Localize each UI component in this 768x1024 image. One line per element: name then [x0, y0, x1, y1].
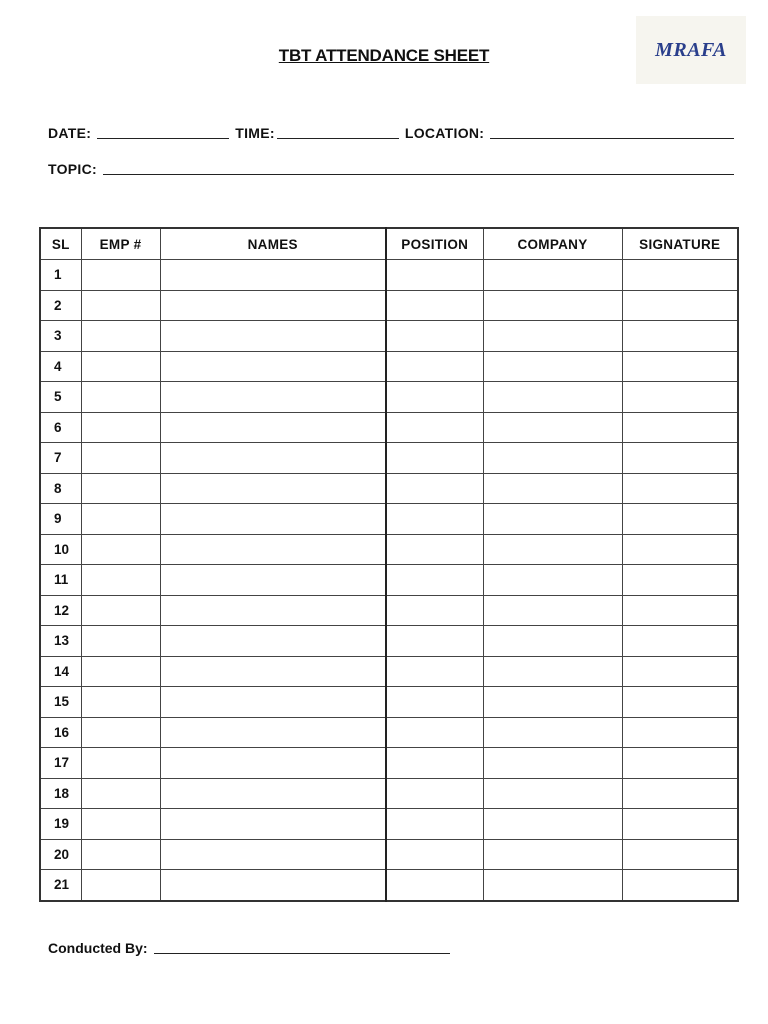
emp-number-cell[interactable] — [81, 382, 160, 413]
position-cell[interactable] — [386, 534, 483, 565]
signature-cell[interactable] — [622, 534, 738, 565]
time-label: TIME: — [235, 125, 275, 141]
position-cell[interactable] — [386, 626, 483, 657]
company-cell[interactable] — [483, 748, 622, 779]
header-company: COMPANY — [483, 228, 622, 260]
header-position: POSITION — [386, 228, 483, 260]
signature-cell[interactable] — [622, 748, 738, 779]
signature-cell[interactable] — [622, 473, 738, 504]
name-cell[interactable] — [160, 717, 386, 748]
signature-cell[interactable] — [622, 717, 738, 748]
company-cell[interactable] — [483, 412, 622, 443]
position-cell[interactable] — [386, 382, 483, 413]
emp-number-cell[interactable] — [81, 260, 160, 291]
emp-number-cell[interactable] — [81, 534, 160, 565]
company-cell[interactable] — [483, 809, 622, 840]
topic-row — [48, 160, 734, 177]
sl-cell: 6 — [40, 412, 81, 443]
signature-cell[interactable] — [622, 656, 738, 687]
name-cell[interactable] — [160, 534, 386, 565]
name-cell[interactable] — [160, 473, 386, 504]
emp-number-cell[interactable] — [81, 504, 160, 535]
emp-number-cell[interactable] — [81, 656, 160, 687]
name-cell[interactable] — [160, 290, 386, 321]
position-cell[interactable] — [386, 504, 483, 535]
signature-cell[interactable] — [622, 504, 738, 535]
emp-number-cell[interactable] — [81, 748, 160, 779]
table-row — [40, 504, 738, 535]
emp-number-cell[interactable] — [81, 290, 160, 321]
emp-number-cell[interactable] — [81, 778, 160, 809]
table-row — [40, 626, 738, 657]
table-row — [40, 870, 738, 901]
name-cell[interactable] — [160, 382, 386, 413]
table-row — [40, 839, 738, 870]
sl-cell: 16 — [40, 717, 81, 748]
emp-number-cell[interactable] — [81, 473, 160, 504]
company-cell[interactable] — [483, 443, 622, 474]
name-cell[interactable] — [160, 870, 386, 901]
signature-cell[interactable] — [622, 565, 738, 596]
company-cell[interactable] — [483, 626, 622, 657]
table-row — [40, 595, 738, 626]
sl-cell: 20 — [40, 839, 81, 870]
signature-cell[interactable] — [622, 290, 738, 321]
position-cell[interactable] — [386, 656, 483, 687]
emp-number-cell[interactable] — [81, 687, 160, 718]
position-cell[interactable] — [386, 870, 483, 901]
company-cell[interactable] — [483, 473, 622, 504]
signature-cell[interactable] — [622, 870, 738, 901]
table-row — [40, 748, 738, 779]
company-cell[interactable] — [483, 504, 622, 535]
location-field[interactable] — [490, 124, 734, 139]
location-label: LOCATION: — [404, 125, 485, 141]
sl-cell: 17 — [40, 748, 81, 779]
company-cell[interactable] — [483, 534, 622, 565]
sl-cell: 9 — [40, 504, 81, 535]
sl-cell: 19 — [40, 809, 81, 840]
emp-number-cell[interactable] — [81, 717, 160, 748]
position-cell[interactable] — [386, 473, 483, 504]
position-cell[interactable] — [386, 351, 483, 382]
signature-cell[interactable] — [622, 839, 738, 870]
sl-cell: 14 — [40, 656, 81, 687]
signature-cell[interactable] — [622, 382, 738, 413]
name-cell[interactable] — [160, 656, 386, 687]
header-names: NAMES — [160, 228, 386, 260]
emp-number-cell[interactable] — [81, 595, 160, 626]
table-row — [40, 778, 738, 809]
name-cell[interactable] — [160, 351, 386, 382]
name-cell[interactable] — [160, 626, 386, 657]
name-cell[interactable] — [160, 839, 386, 870]
table-row — [40, 260, 738, 291]
date-label: DATE: — [48, 125, 92, 141]
sl-cell: 4 — [40, 351, 81, 382]
sl-cell: 8 — [40, 473, 81, 504]
emp-number-cell[interactable] — [81, 565, 160, 596]
sl-cell: 12 — [40, 595, 81, 626]
sl-cell: 13 — [40, 626, 81, 657]
position-cell[interactable] — [386, 748, 483, 779]
signature-cell[interactable] — [622, 595, 738, 626]
name-cell[interactable] — [160, 748, 386, 779]
table-row — [40, 717, 738, 748]
name-cell[interactable] — [160, 443, 386, 474]
signature-cell[interactable] — [622, 443, 738, 474]
logo-text: MRAFA — [655, 38, 727, 61]
emp-number-cell[interactable] — [81, 809, 160, 840]
company-logo — [636, 16, 746, 84]
company-cell[interactable] — [483, 656, 622, 687]
sl-cell: 11 — [40, 565, 81, 596]
header-signature: SIGNATURE — [622, 228, 738, 260]
position-cell[interactable] — [386, 321, 483, 352]
sl-cell: 10 — [40, 534, 81, 565]
company-cell[interactable] — [483, 595, 622, 626]
name-cell[interactable] — [160, 778, 386, 809]
emp-number-cell[interactable] — [81, 351, 160, 382]
table-row — [40, 321, 738, 352]
page-title: TBT ATTENDANCE SHEET — [278, 46, 490, 65]
emp-number-cell[interactable] — [81, 870, 160, 901]
sl-cell: 18 — [40, 778, 81, 809]
company-cell[interactable] — [483, 382, 622, 413]
conducted-by-field[interactable] — [154, 939, 450, 954]
position-cell[interactable] — [386, 260, 483, 291]
header-emp-number: EMP # — [81, 228, 160, 260]
position-cell[interactable] — [386, 443, 483, 474]
name-cell[interactable] — [160, 504, 386, 535]
emp-number-cell[interactable] — [81, 839, 160, 870]
name-cell[interactable] — [160, 412, 386, 443]
table-row — [40, 565, 738, 596]
signature-cell[interactable] — [622, 778, 738, 809]
sl-cell: 5 — [40, 382, 81, 413]
signature-cell[interactable] — [622, 321, 738, 352]
signature-cell[interactable] — [622, 412, 738, 443]
company-cell[interactable] — [483, 839, 622, 870]
emp-number-cell[interactable] — [81, 443, 160, 474]
topic-label: TOPIC: — [48, 161, 97, 177]
emp-number-cell[interactable] — [81, 412, 160, 443]
emp-number-cell[interactable] — [81, 626, 160, 657]
table-row — [40, 656, 738, 687]
table-body — [40, 260, 738, 901]
table-row — [40, 687, 738, 718]
table-row — [40, 473, 738, 504]
signature-cell[interactable] — [622, 809, 738, 840]
date-time-location-row — [48, 124, 734, 141]
table-row — [40, 809, 738, 840]
company-cell[interactable] — [483, 717, 622, 748]
header-sl: SL — [40, 228, 81, 260]
company-cell[interactable] — [483, 778, 622, 809]
time-field[interactable] — [277, 124, 399, 139]
company-cell[interactable] — [483, 321, 622, 352]
table-row — [40, 382, 738, 413]
position-cell[interactable] — [386, 778, 483, 809]
topic-field[interactable] — [103, 160, 734, 175]
company-cell[interactable] — [483, 351, 622, 382]
emp-number-cell[interactable] — [81, 321, 160, 352]
sl-cell: 1 — [40, 260, 81, 291]
position-cell[interactable] — [386, 565, 483, 596]
company-cell[interactable] — [483, 870, 622, 901]
table-row — [40, 351, 738, 382]
attendance-table — [39, 227, 739, 902]
table-row — [40, 290, 738, 321]
name-cell[interactable] — [160, 565, 386, 596]
conducted-by-label: Conducted By: — [48, 940, 148, 956]
signature-cell[interactable] — [622, 687, 738, 718]
company-cell[interactable] — [483, 260, 622, 291]
name-cell[interactable] — [160, 595, 386, 626]
date-field[interactable] — [97, 124, 229, 139]
sl-cell: 15 — [40, 687, 81, 718]
company-cell[interactable] — [483, 687, 622, 718]
position-cell[interactable] — [386, 839, 483, 870]
position-cell[interactable] — [386, 595, 483, 626]
table-header-row — [40, 228, 738, 260]
table-row — [40, 534, 738, 565]
signature-cell[interactable] — [622, 260, 738, 291]
sl-cell: 21 — [40, 870, 81, 901]
sl-cell: 7 — [40, 443, 81, 474]
sl-cell: 3 — [40, 321, 81, 352]
name-cell[interactable] — [160, 321, 386, 352]
sl-cell: 2 — [40, 290, 81, 321]
position-cell[interactable] — [386, 412, 483, 443]
company-cell[interactable] — [483, 565, 622, 596]
table-row — [40, 412, 738, 443]
position-cell[interactable] — [386, 809, 483, 840]
position-cell[interactable] — [386, 687, 483, 718]
name-cell[interactable] — [160, 687, 386, 718]
name-cell[interactable] — [160, 809, 386, 840]
conducted-by-row — [48, 939, 450, 956]
signature-cell[interactable] — [622, 626, 738, 657]
position-cell[interactable] — [386, 717, 483, 748]
table-row — [40, 443, 738, 474]
name-cell[interactable] — [160, 260, 386, 291]
signature-cell[interactable] — [622, 351, 738, 382]
position-cell[interactable] — [386, 290, 483, 321]
company-cell[interactable] — [483, 290, 622, 321]
